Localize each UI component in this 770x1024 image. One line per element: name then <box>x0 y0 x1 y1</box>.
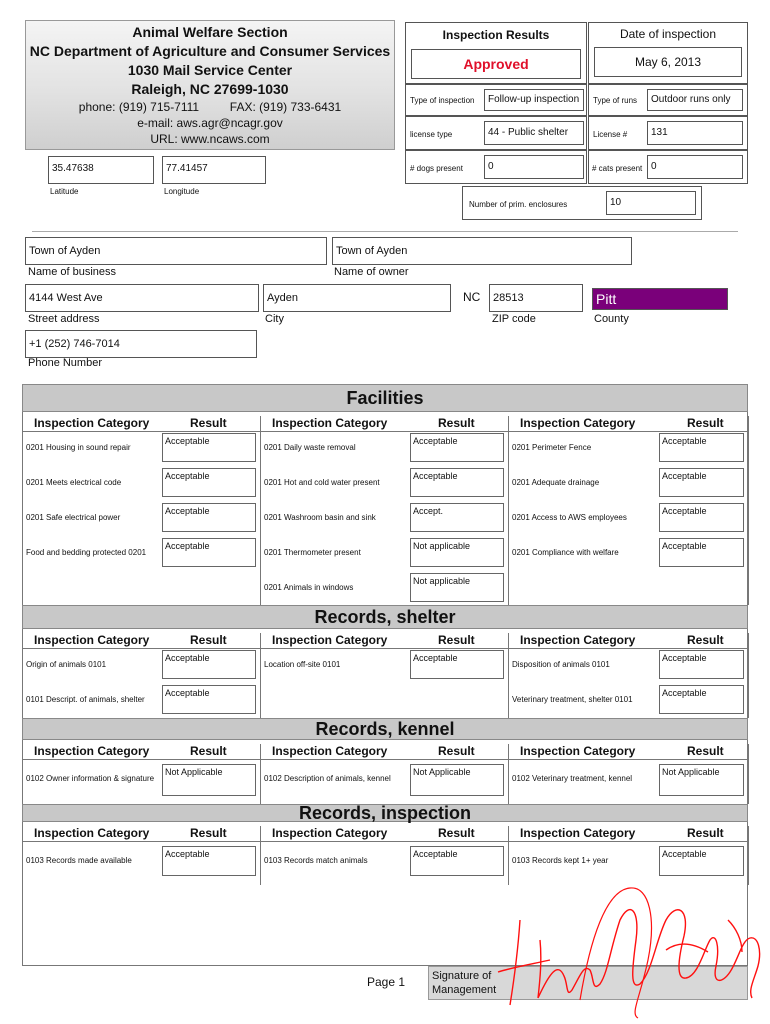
date-of-inspection-box <box>588 22 748 84</box>
phone-number-label: Phone Number <box>28 357 102 369</box>
business-name-field[interactable]: Town of Ayden <box>25 237 327 265</box>
column-header-category: Inspection Category <box>272 826 388 840</box>
column-divider <box>748 744 749 804</box>
signature-label: Signature of Management <box>432 970 497 996</box>
inspection-result[interactable]: Acceptable <box>410 468 504 497</box>
inspection-category: 0201 Daily waste removal <box>264 443 356 452</box>
inspection-category: 0102 Veterinary treatment, kennel <box>512 774 633 783</box>
column-divider <box>260 744 261 804</box>
phone-number-field[interactable]: +1 (252) 746-7014 <box>25 330 257 358</box>
type-of-runs-label: Type of runs <box>593 96 638 105</box>
agency-url: URL: www.ncaws.com <box>150 132 270 146</box>
type-of-runs-value[interactable]: Outdoor runs only <box>647 89 743 111</box>
inspection-result[interactable]: Not Applicable <box>410 764 504 796</box>
divider <box>32 231 738 232</box>
inspection-result[interactable]: Acceptable <box>659 846 744 876</box>
column-header-category: Inspection Category <box>272 744 388 758</box>
column-header-result: Result <box>438 826 475 840</box>
latitude-label: Latitude <box>50 187 79 196</box>
inspection-result[interactable]: Acceptable <box>659 503 744 532</box>
inspection-category: 0201 Perimeter Fence <box>512 443 592 452</box>
date-of-inspection-value[interactable]: May 6, 2013 <box>594 47 742 77</box>
column-header-result: Result <box>190 633 227 647</box>
dogs-present-label: # dogs present <box>410 164 463 173</box>
column-divider <box>748 826 749 885</box>
agency-fax: FAX: (919) 733-6431 <box>229 100 342 114</box>
inspection-category: 0103 Records match animals <box>264 856 368 865</box>
zip-code-field[interactable]: 28513 <box>489 284 583 312</box>
type-of-inspection-label: Type of inspection <box>410 96 475 105</box>
inspection-result[interactable]: Acceptable <box>410 846 504 876</box>
inspection-category: Location off-site 0101 <box>264 660 341 669</box>
column-header-category: Inspection Category <box>34 633 150 647</box>
column-divider <box>508 633 509 718</box>
state-value: NC <box>463 290 481 304</box>
owner-name-label: Name of owner <box>334 266 409 278</box>
inspection-result[interactable]: Acceptable <box>162 650 256 679</box>
inspection-category: 0101 Descript. of animals, shelter <box>26 695 145 704</box>
inspection-category: 0201 Washroom basin and sink <box>264 513 376 522</box>
inspection-category: Disposition of animals 0101 <box>512 660 610 669</box>
agency-header <box>25 20 395 150</box>
column-divider <box>508 416 509 605</box>
street-address-label: Street address <box>28 313 100 325</box>
inspection-category: 0102 Owner information & signature <box>26 774 155 783</box>
column-header-result: Result <box>438 633 475 647</box>
inspection-category: 0201 Animals in windows <box>264 583 354 592</box>
owner-name-field[interactable]: Town of Ayden <box>332 237 632 265</box>
inspection-result[interactable]: Acceptable <box>162 538 256 567</box>
inspection-table <box>22 384 748 966</box>
inspection-result[interactable]: Acceptable <box>410 433 504 462</box>
header-rule <box>22 648 748 649</box>
column-header-category: Inspection Category <box>520 744 636 758</box>
inspection-result[interactable]: Acceptable <box>659 685 744 714</box>
type-of-inspection-row <box>405 84 587 116</box>
column-header-category: Inspection Category <box>34 744 150 758</box>
inspection-result[interactable]: Not Applicable <box>162 764 256 796</box>
date-of-inspection-label: Date of inspection <box>619 27 717 41</box>
column-header-category: Inspection Category <box>34 826 150 840</box>
records-inspection-title: Records, inspection <box>22 804 748 822</box>
inspection-results-value[interactable]: Approved <box>411 49 581 79</box>
org-name: Animal Welfare Section <box>132 24 288 40</box>
inspection-category: 0103 Records made available <box>26 856 132 865</box>
county-field[interactable]: Pitt <box>592 288 728 310</box>
agency-email: e-mail: aws.agr@ncagr.gov <box>137 116 283 130</box>
column-header-category: Inspection Category <box>34 416 150 430</box>
inspection-category: 0201 Hot and cold water present <box>264 478 380 487</box>
inspection-category: 0201 Thermometer present <box>264 548 361 557</box>
records-kennel-title: Records, kennel <box>22 718 748 740</box>
column-divider <box>508 744 509 804</box>
inspection-result[interactable]: Not applicable <box>410 538 504 567</box>
column-header-category: Inspection Category <box>520 633 636 647</box>
dogs-present-value[interactable]: 0 <box>484 155 584 179</box>
header-rule <box>22 431 748 432</box>
inspection-result[interactable]: Not Applicable <box>659 764 744 796</box>
type-of-inspection-value[interactable]: Follow-up inspection <box>484 89 584 111</box>
cats-present-label: # cats present <box>592 164 643 173</box>
column-header-result: Result <box>438 416 475 430</box>
inspection-category: 0201 Access to AWS employees <box>512 513 627 522</box>
inspection-result[interactable]: Acceptable <box>659 538 744 567</box>
column-divider <box>260 633 261 718</box>
column-header-category: Inspection Category <box>272 633 388 647</box>
inspection-result[interactable]: Not applicable <box>410 573 504 602</box>
inspection-result[interactable]: Accept. <box>410 503 504 532</box>
inspection-category: Veterinary treatment, shelter 0101 <box>512 695 633 704</box>
license-number-row <box>588 116 748 150</box>
enclosures-label: Number of prim. enclosures <box>469 200 568 209</box>
column-header-category: Inspection Category <box>520 826 636 840</box>
inspection-category: 0201 Housing in sound repair <box>26 443 131 452</box>
inspection-results-box <box>405 22 587 84</box>
inspection-category: 0103 Records kept 1+ year <box>512 856 609 865</box>
inspection-category: 0201 Adequate drainage <box>512 478 600 487</box>
inspection-result[interactable]: Acceptable <box>659 468 744 497</box>
inspection-result[interactable]: Acceptable <box>162 468 256 497</box>
column-header-category: Inspection Category <box>520 416 636 430</box>
enclosures-row <box>462 186 702 220</box>
agency-phone: phone: (919) 715-7111 <box>78 100 200 114</box>
cats-present-row <box>588 150 748 184</box>
inspection-result[interactable]: Acceptable <box>410 650 504 679</box>
inspection-result[interactable]: Acceptable <box>659 650 744 679</box>
column-header-result: Result <box>190 826 227 840</box>
column-divider <box>260 826 261 885</box>
inspection-category: Origin of animals 0101 <box>26 660 107 669</box>
header-rule <box>22 841 748 842</box>
cats-present-value[interactable]: 0 <box>647 155 743 179</box>
address-line-2: Raleigh, NC 27699-1030 <box>131 81 289 97</box>
inspection-result[interactable]: Acceptable <box>659 433 744 462</box>
inspection-category: 0201 Meets electrical code <box>26 478 122 487</box>
inspection-category: 0102 Description of animals, kennel <box>264 774 391 783</box>
type-of-runs-row <box>588 84 748 116</box>
inspection-category: 0201 Safe electrical power <box>26 513 121 522</box>
license-number-label: License # <box>593 130 628 139</box>
header-rule <box>22 759 748 760</box>
city-field[interactable]: Ayden <box>263 284 451 312</box>
license-type-row <box>405 116 587 150</box>
column-header-result: Result <box>687 416 724 430</box>
enclosures-value[interactable]: 10 <box>606 191 696 215</box>
longitude-field[interactable]: 77.41457 <box>162 156 266 184</box>
inspection-results-label: Inspection Results <box>442 28 550 42</box>
page-number: Page 1 <box>367 975 406 989</box>
address-line-1: 1030 Mail Service Center <box>127 62 293 78</box>
inspection-category: 0201 Compliance with welfare <box>512 548 619 557</box>
business-name-label: Name of business <box>28 266 117 278</box>
inspection-result[interactable]: Acceptable <box>162 685 256 714</box>
column-divider <box>260 416 261 605</box>
license-type-value[interactable]: 44 - Public shelter <box>484 121 584 145</box>
inspection-result[interactable]: Acceptable <box>162 503 256 532</box>
column-header-result: Result <box>438 744 475 758</box>
column-header-result: Result <box>687 744 724 758</box>
records-shelter-title: Records, shelter <box>22 605 748 629</box>
column-header-result: Result <box>190 416 227 430</box>
column-header-category: Inspection Category <box>272 416 388 430</box>
inspection-category: Food and bedding protected 0201 <box>26 548 147 557</box>
inspection-result[interactable]: Acceptable <box>162 846 256 876</box>
street-address-field[interactable]: 4144 West Ave <box>25 284 259 312</box>
dept-name: NC Department of Agriculture and Consumer Services <box>29 43 391 59</box>
latitude-field[interactable]: 35.47638 <box>48 156 154 184</box>
column-divider <box>508 826 509 885</box>
license-type-label: license type <box>410 130 453 139</box>
dogs-present-row <box>405 150 587 184</box>
county-label: County <box>594 313 629 325</box>
column-header-result: Result <box>687 826 724 840</box>
facilities-title: Facilities <box>22 384 748 412</box>
handwritten-signature <box>480 880 770 1020</box>
column-header-result: Result <box>190 744 227 758</box>
column-divider <box>748 416 749 605</box>
inspection-result[interactable]: Acceptable <box>162 433 256 462</box>
column-header-result: Result <box>687 633 724 647</box>
zip-code-label: ZIP code <box>492 313 536 325</box>
license-number-value[interactable]: 131 <box>647 121 743 145</box>
city-label: City <box>265 313 284 325</box>
longitude-label: Longitude <box>164 187 200 196</box>
column-divider <box>748 633 749 718</box>
